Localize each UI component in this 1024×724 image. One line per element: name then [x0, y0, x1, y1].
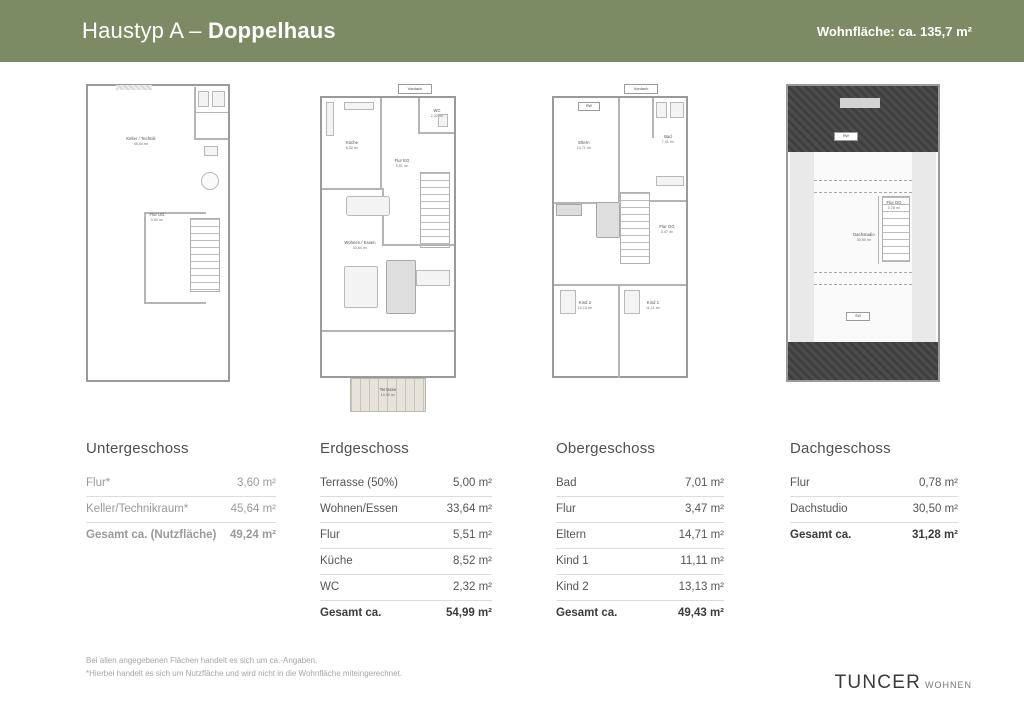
eg-wall-1	[380, 98, 382, 190]
ug-fixture-1	[198, 91, 209, 107]
table-untergeschoss	[86, 440, 276, 548]
row-value: 31,28 m²	[911, 529, 958, 541]
table-row	[790, 471, 958, 497]
table-title-dg: Dachgeschoss	[790, 440, 891, 457]
dg-roof-hatch-bottom	[788, 342, 938, 380]
og-wall-4	[652, 98, 654, 138]
ug-room-label-keller: Keller / Technik 45,64 m²	[126, 136, 156, 146]
og-room-label-bad: Bad 7,01 m²	[661, 134, 675, 144]
eg-sofa	[344, 266, 378, 308]
eg-room-label-flur: Flur EG 5,51 m²	[394, 158, 410, 168]
row-value: 5,51 m²	[453, 529, 492, 541]
brand-name: TUNCER	[834, 672, 921, 693]
table-obergeschoss	[556, 440, 724, 626]
row-label: Gesamt ca.	[556, 607, 618, 619]
ug-hatch-top	[116, 85, 152, 90]
row-label: Flur	[320, 529, 340, 541]
table-erdgeschoss	[320, 440, 492, 626]
footer-disclaimer	[86, 655, 646, 681]
ug-wall-3	[194, 112, 228, 113]
row-label: Gesamt ca.	[320, 607, 382, 619]
ug-fixture-3	[204, 146, 218, 156]
og-wall-5	[554, 284, 686, 286]
living-area-value: ca. 135,7 m²	[898, 23, 972, 39]
row-value: 33,64 m²	[446, 503, 492, 515]
row-value: 14,71 m²	[678, 529, 724, 541]
table-row	[556, 575, 724, 601]
og-bed-1	[556, 204, 582, 216]
dg-side-left	[790, 152, 814, 342]
ug-wall-2	[194, 138, 228, 140]
table-row-total	[790, 523, 958, 548]
row-label: Flur	[790, 477, 810, 489]
row-value: 13,13 m²	[678, 581, 724, 593]
table-dachgeschoss	[790, 440, 958, 548]
table-row	[320, 497, 492, 523]
eg-staircase	[420, 172, 450, 248]
row-value: 7,01 m²	[685, 477, 724, 489]
dg-room-label-flur: Flur DG 0,78 m²	[886, 200, 902, 210]
row-label: Kind 2	[556, 581, 589, 593]
table-row	[320, 523, 492, 549]
row-label: Flur	[556, 503, 576, 515]
row-value: 49,24 m²	[229, 529, 276, 541]
og-room-label-eltern: Eltern 14,71 m²	[576, 140, 592, 150]
row-label: Bad	[556, 477, 577, 489]
row-label: Kind 1	[556, 555, 589, 567]
table-row	[86, 471, 276, 497]
table-row-total	[556, 601, 724, 626]
eg-room-label-wc: WC 2,32 m²	[430, 108, 444, 118]
row-value: 0,78 m²	[919, 477, 958, 489]
og-wall-1	[618, 98, 620, 202]
eg-kitchen-counter	[344, 102, 374, 110]
row-value: 54,99 m²	[445, 607, 492, 619]
table-row	[556, 549, 724, 575]
area-tables	[0, 440, 1024, 650]
brand-subtitle: WOHNEN	[925, 680, 972, 690]
eg-lounge-block	[386, 260, 416, 314]
dg-dash-4	[814, 284, 912, 285]
eg-room-label-kueche: Küche 8,52 m²	[345, 140, 359, 150]
table-row	[556, 523, 724, 549]
row-label: Gesamt ca.	[790, 529, 852, 541]
floorplan-drawings	[0, 62, 1024, 432]
og-staircase	[620, 192, 650, 264]
eg-wall-4	[418, 132, 454, 134]
row-label: Keller/Technikraum*	[86, 503, 189, 515]
row-value: 49,43 m²	[677, 607, 724, 619]
ug-staircase	[190, 218, 220, 292]
row-value: 3,47 m²	[685, 503, 724, 515]
eg-kitchen-cabinet	[326, 102, 334, 136]
brand-logo	[835, 672, 972, 694]
footer-note-line-1: Bei allen angegebenen Flächen handelt es sich um ca.-Angaben.	[86, 656, 318, 665]
row-label: Wohnen/Essen	[320, 503, 398, 515]
row-value: 45,64 m²	[230, 503, 276, 515]
dg-roof-hatch-top	[788, 86, 938, 152]
eg-room-label-wohnen: Wohnen / Essen 33,64 m²	[344, 240, 376, 250]
table-title-ug: Untergeschoss	[86, 440, 189, 457]
dg-dash-2	[814, 192, 912, 193]
eg-dining-table	[346, 196, 390, 216]
table-row-total	[86, 523, 276, 548]
og-bath-fixture-1	[656, 102, 667, 118]
dg-side-right	[912, 152, 936, 342]
dg-sw-label: SW	[855, 313, 861, 318]
ug-tank-icon	[201, 172, 219, 190]
row-label: Flur*	[86, 477, 111, 489]
dg-skylight	[840, 98, 880, 108]
og-room-label-kind1: Kind 1 11,11 m²	[645, 300, 661, 310]
row-label: Gesamt ca. (Nutzfläche)	[86, 529, 217, 541]
table-row-total	[320, 601, 492, 626]
row-label: Dachstudio	[790, 503, 848, 515]
ug-fixture-2	[212, 91, 225, 107]
row-value: 2,32 m²	[453, 581, 492, 593]
eg-room-label-terrasse: Terrasse 10,00 m²	[379, 387, 397, 397]
table-title-og: Obergeschoss	[556, 440, 656, 457]
eg-wall-7	[322, 330, 454, 332]
og-room-label-flur: Flur OG 3,47 m²	[659, 224, 675, 234]
row-label: Eltern	[556, 529, 587, 541]
footer-note-line-2: *Hierbei handelt es sich um Nutzfläche und wird nicht in die Wohnfläche miteingerechnet.	[86, 668, 403, 678]
living-area-label: Wohnfläche:	[816, 23, 895, 39]
row-label: Küche	[320, 555, 353, 567]
og-bath-fixture-2	[670, 102, 684, 118]
og-wardrobe	[596, 202, 620, 238]
plan-dachgeschoss	[786, 84, 948, 382]
og-vordach-label: Vordach	[633, 86, 649, 91]
dg-room-label-dachstudio: Dachstudio 30,50 m²	[853, 232, 875, 242]
table-row	[790, 497, 958, 523]
og-wall-6	[618, 284, 620, 378]
dg-dash-1	[814, 180, 912, 181]
page-title-regular: Haustyp A –	[82, 18, 208, 43]
dg-dash-3	[814, 272, 912, 273]
og-room-label-kind2: Kind 2 13,13 m²	[577, 300, 593, 310]
row-label: Terrasse (50%)	[320, 477, 398, 489]
table-row	[320, 575, 492, 601]
table-row	[556, 471, 724, 497]
eg-wall-5	[382, 244, 454, 246]
page-title-bold: Doppelhaus	[207, 18, 336, 43]
page-title	[82, 18, 336, 44]
row-value: 5,00 m²	[453, 477, 492, 489]
og-rw-label: RW	[586, 103, 592, 108]
plan-erdgeschoss	[320, 84, 474, 414]
row-value: 11,11 m²	[680, 555, 724, 567]
og-bath-fixture-3	[656, 176, 684, 186]
page-header	[0, 0, 1024, 62]
eg-wall-2	[322, 188, 382, 190]
table-row	[556, 497, 724, 523]
row-value: 8,52 m²	[453, 555, 492, 567]
dg-rw-label: RW	[843, 133, 849, 138]
plan-untergeschoss	[86, 84, 230, 382]
table-title-eg: Erdgeschoss	[320, 440, 409, 457]
row-label: WC	[320, 581, 340, 593]
ug-wall-6	[144, 302, 206, 304]
table-row	[86, 497, 276, 523]
row-value: 3,60 m²	[237, 477, 276, 489]
ug-room-label-flur: Flur UG 3,60 m²	[149, 212, 165, 222]
plan-obergeschoss	[552, 84, 704, 382]
row-value: 30,50 m²	[912, 503, 958, 515]
table-row	[320, 471, 492, 497]
living-area-info	[817, 24, 972, 39]
eg-sideboard	[416, 270, 450, 286]
eg-vordach-label: Vordach	[407, 86, 423, 91]
table-row	[320, 549, 492, 575]
ug-wall-4	[144, 212, 146, 304]
